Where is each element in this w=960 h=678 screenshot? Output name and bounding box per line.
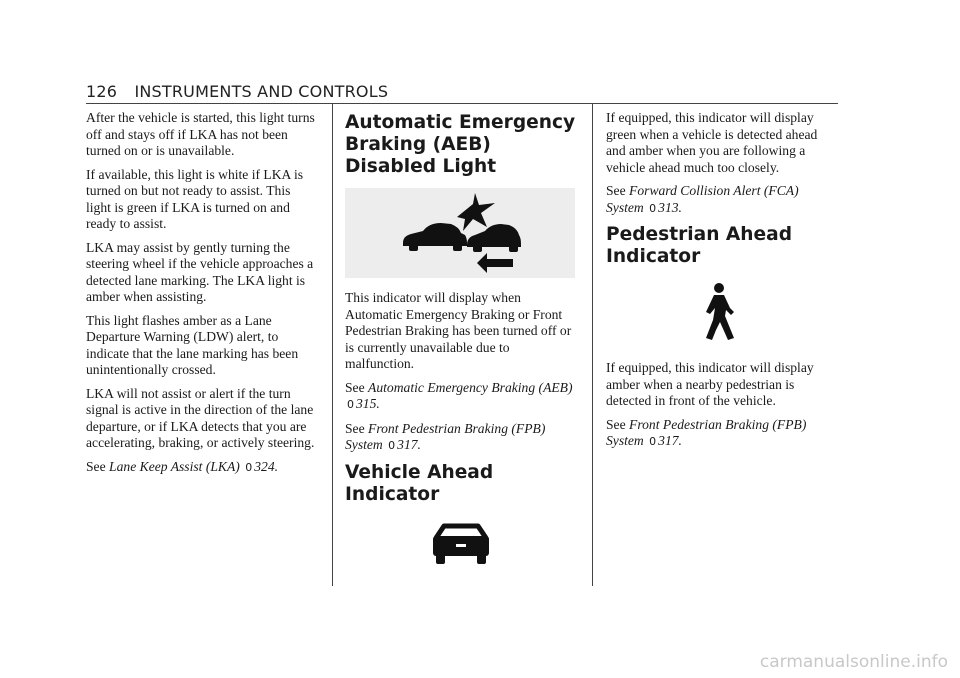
fca-reference-link[interactable]: Forward Collision Alert (FCA) System: [606, 183, 799, 215]
pedestrian-icon-panel: [606, 282, 838, 342]
page-ref-icon: 0: [388, 439, 396, 452]
lka-paragraph-3: LKA may assist by gently turning the steering wheel if the vehicle approaches a detected lane marking. The LKA light is amber when assisting.: [86, 239, 314, 304]
fpb-reference-page-2[interactable]: 317.: [658, 433, 682, 448]
vehicle-ahead-icon: [430, 520, 492, 566]
fca-see-reference: See Forward Collision Alert (FCA) System 0 313.: [606, 183, 799, 215]
column-divider-2: [592, 103, 593, 586]
fpb-reference-link-2[interactable]: Front Pedestrian Braking (FPB) System: [606, 416, 807, 448]
column-2: [345, 110, 577, 584]
section-title: INSTRUMENTS AND CONTROLS: [134, 82, 389, 101]
fca-reference-page[interactable]: 313.: [658, 199, 682, 215]
aeb-reference-page[interactable]: 315.: [356, 396, 380, 411]
pedestrian-paragraph: If equipped, this indicator will display amber when a nearby pedestrian is detected in front of the vehicle.: [606, 360, 814, 408]
fpb-reference-link[interactable]: Front Pedestrian Braking (FPB) System: [345, 420, 546, 452]
aeb-disabled-icon: [395, 191, 525, 275]
lka-paragraph-2: If available, this light is white if LKA is turned on but not ready to assist. This light is green if LKA is turned on and ready to assist.: [86, 166, 304, 231]
aeb-reference-link[interactable]: Automatic Emergency Braking (AEB): [368, 379, 573, 395]
page-number: 126: [86, 82, 118, 101]
aeb-icon-panel: [345, 188, 575, 278]
fpb-see-reference: See Front Pedestrian Braking (FPB) System 0 317.: [345, 420, 546, 452]
pedestrian-ahead-heading: Pedestrian Ahead Indicator: [606, 224, 793, 267]
page-ref-icon: 0: [649, 201, 657, 215]
fpb-reference-page[interactable]: 317.: [397, 437, 421, 452]
fpb-see-reference-2: See Front Pedestrian Braking (FPB) System 0 317.: [606, 416, 807, 448]
lka-see-reference: See Lane Keep Assist (LKA) 0 324.: [86, 458, 279, 474]
lka-paragraph-4: This light flashes amber as a Lane Departure Warning (LDW) alert, to indicate that the lane marking has been unintentionally crossed.: [86, 312, 299, 377]
column-3: [606, 110, 838, 458]
page-ref-icon: 0: [347, 398, 354, 411]
fca-paragraph: If equipped, this indicator will display green when a vehicle is detected ahead and amber when you are following a vehicle ahead much too closely.: [606, 110, 818, 175]
column-1: [86, 110, 318, 483]
lka-paragraph-5: LKA will not assist or alert if the turn signal is active in the direction of the lane departure, or if LKA detects that you are accelerating, braking, or actively steering.: [86, 385, 315, 450]
page-ref-icon: 0: [649, 435, 657, 448]
aeb-see-reference: See Automatic Emergency Braking (AEB) 0 315.: [345, 379, 573, 411]
pedestrian-ahead-icon: [702, 282, 742, 342]
vehicle-ahead-icon-panel: [345, 520, 577, 566]
page-header: [86, 82, 838, 101]
lka-reference-page[interactable]: 324.: [254, 458, 279, 474]
aeb-paragraph: This indicator will display when Automatic Emergency Braking or Front Pedestrian Braking has been turned off or is currently unavailable due to malfunction.: [345, 290, 572, 371]
page-ref-icon: 0: [245, 460, 253, 474]
header-divider: [86, 103, 838, 104]
lka-reference-link[interactable]: Lane Keep Assist (LKA): [109, 458, 240, 474]
column-divider-1: [332, 103, 333, 586]
watermark: carmanualsonline.info: [759, 652, 948, 672]
lka-paragraph-1: After the vehicle is started, this light turns off and stays off if LKA has not been turned on or is unavailable.: [86, 110, 315, 158]
vehicle-ahead-heading: Vehicle Ahead Indicator: [345, 461, 494, 505]
aeb-heading: Automatic Emergency Braking (AEB) Disabled Light: [345, 112, 576, 177]
